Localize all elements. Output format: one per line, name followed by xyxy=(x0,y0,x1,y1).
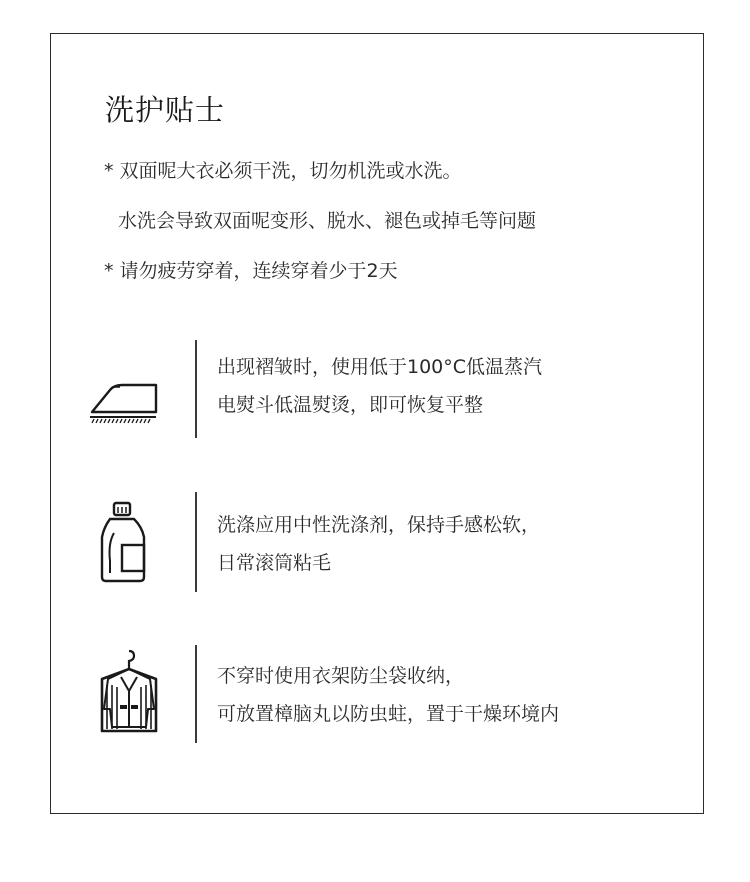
care-line: 日常滚筒粘毛 xyxy=(217,552,332,574)
care-text-detergent xyxy=(217,506,540,582)
care-line: 出现褶皱时，使用低于100°C低温蒸汽 xyxy=(217,356,543,378)
divider xyxy=(195,492,197,592)
care-line: 电熨斗低温熨烫，即可恢复平整 xyxy=(217,394,484,416)
note-dry-clean: * 双面呢大衣必须干洗，切勿机洗或水洗。 xyxy=(104,160,462,182)
garment-bag-icon xyxy=(94,647,164,741)
note-wear-limit: * 请勿疲劳穿着，连续穿着少于2天 xyxy=(104,260,398,282)
note-wash-warning: 水洗会导致双面呢变形、脱水、褪色或掉毛等问题 xyxy=(118,210,537,232)
page-title: 洗护贴士 xyxy=(105,93,226,127)
care-line: 可放置樟脑丸以防虫蛀，置于干燥环境内 xyxy=(217,703,560,725)
iron-icon xyxy=(84,360,160,432)
care-text-iron xyxy=(217,348,542,424)
divider xyxy=(195,340,197,438)
divider xyxy=(195,645,197,743)
care-text-storage xyxy=(217,657,559,733)
care-line: 不穿时使用衣架防尘袋收纳， xyxy=(217,665,465,687)
detergent-bottle-icon xyxy=(92,497,158,591)
care-line: 洗涤应用中性洗涤剂，保持手感松软， xyxy=(217,514,541,536)
